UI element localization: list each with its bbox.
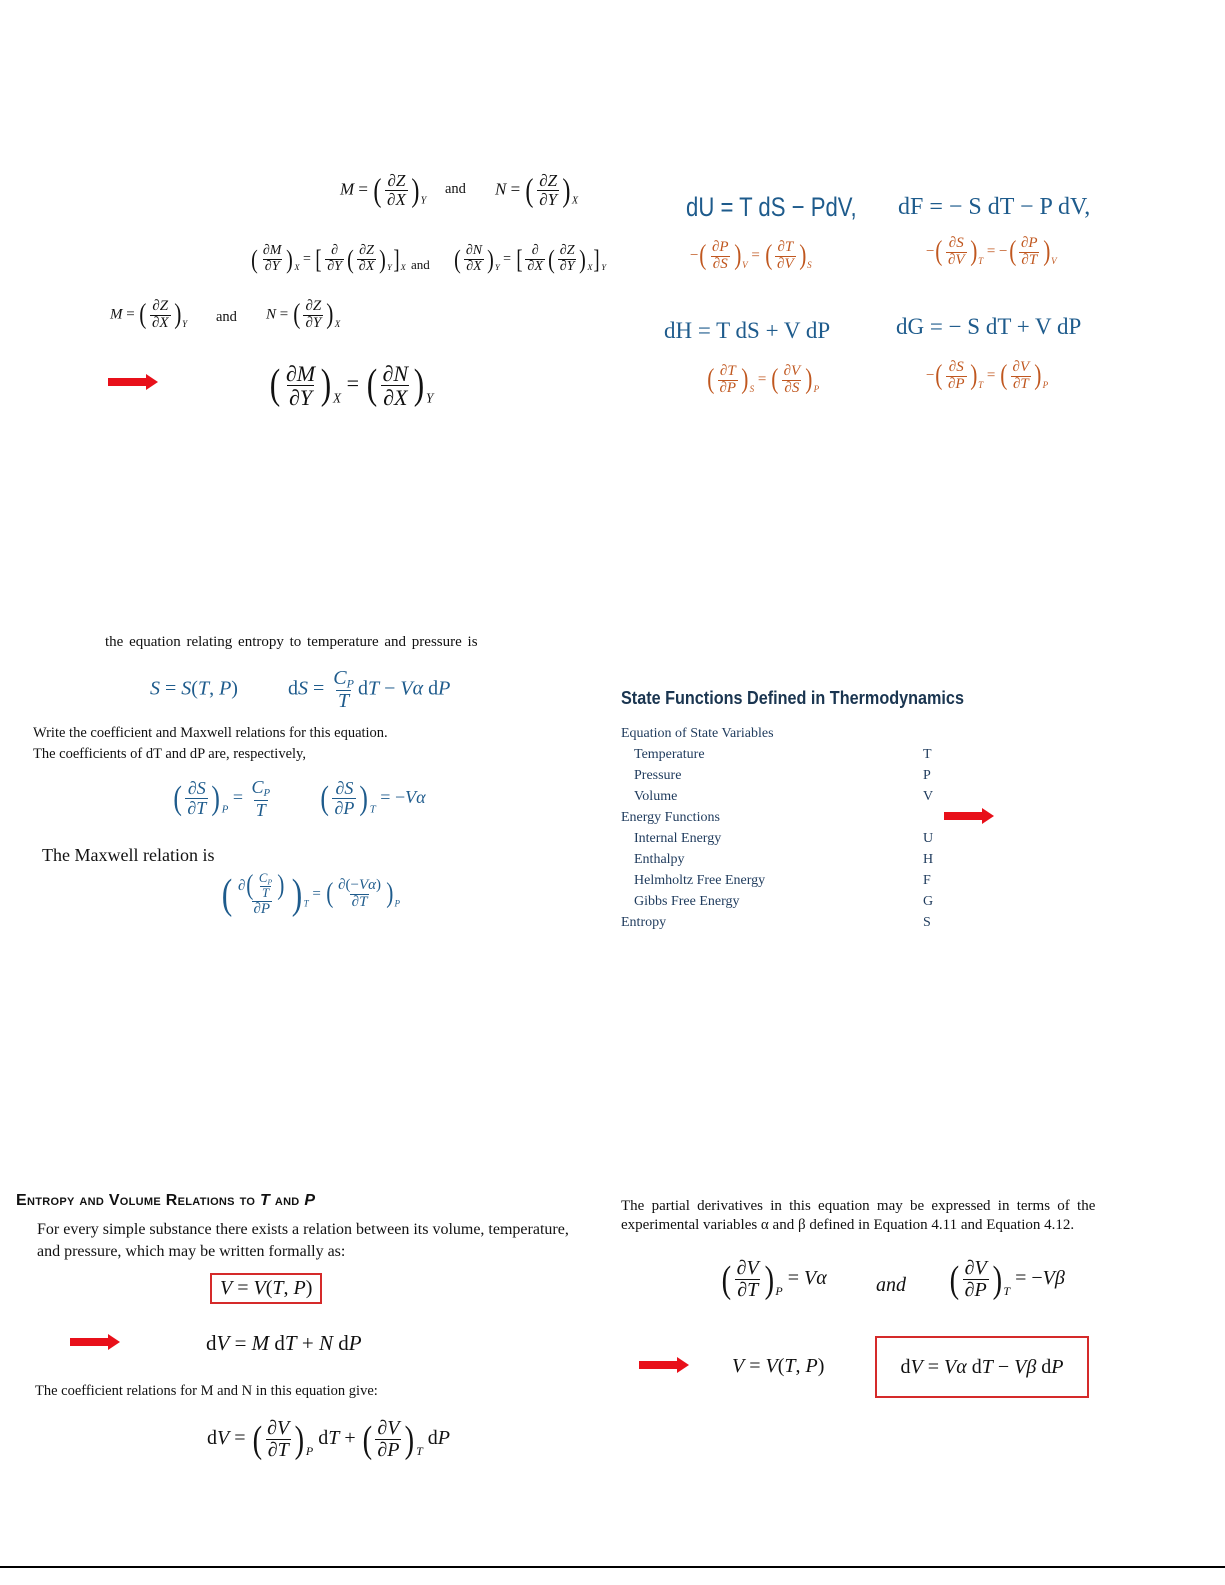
table-row: [621, 768, 941, 789]
table-row: [621, 831, 941, 852]
eq-m-def-top: M = ( $\frac{\partial Z}{\partial X}$ )$_Y$: [340, 171, 427, 209]
page-bottom-rule: [0, 1566, 1225, 1568]
table-title: State Functions Defined in Thermodynamics: [621, 688, 964, 708]
row-label: Enthalpy: [634, 852, 685, 867]
arrow-right-icon: [639, 1357, 689, 1373]
arrow-right-icon: [108, 374, 158, 390]
row-label: Energy Functions: [621, 810, 720, 825]
row-symbol: F: [923, 873, 931, 888]
coef-text: The coefficient relations for M and N in this equation give:: [35, 1383, 378, 1399]
state-functions-table: [621, 726, 941, 936]
row-label: Helmholtz Free Energy: [634, 873, 766, 888]
row-symbol: H: [923, 852, 934, 867]
and-word: and: [445, 181, 466, 197]
row-symbol: S: [923, 915, 931, 930]
eq-dv-partials: dV = ( $\frac{\partial V}{\partial T}$ ) $_P$ dT + ( $\frac{\partial V}{\partial P}$ ) $_T$ dP: [207, 1417, 450, 1461]
row-label: Entropy: [621, 915, 667, 930]
table-row: [621, 894, 941, 915]
row-symbol: G: [923, 894, 934, 909]
eq-maxwell-h: ( $\frac{\partial T}{\partial P}$ )$_S$ = ( $\frac{\partial V}{\partial S}$ )$_P$: [707, 363, 820, 396]
row-symbol: T: [923, 747, 932, 762]
eq-dn-dx: ( $\frac{\partial N}{\partial X}$ )$_Y$ = [ $\frac{\partial}{\partial X}$ ( $\frac{\partial Z}{\partial Y}$ )$_X]_Y$: [454, 243, 606, 274]
table-row: [621, 747, 941, 768]
eq-du: dU = T dS − PdV,: [686, 192, 857, 222]
table-row: [621, 726, 941, 747]
row-label: Volume: [634, 789, 678, 804]
table-row: [621, 852, 941, 873]
eq-m-def: M = ( $\frac{\partial Z}{\partial X}$ )$_Y$: [110, 298, 188, 331]
row-label: Gibbs Free Energy: [634, 894, 740, 909]
eq-beta: ( $\frac{\partial V}{\partial P}$ ) $_T$ = −Vβ: [949, 1257, 1065, 1301]
eq-maxwell-f: −( $\frac{\partial S}{\partial V}$ )$_T$ = −( $\frac{\partial P}{\partial T}$ )$_V$: [926, 235, 1057, 268]
eq-dh: dH = T dS + V dP: [664, 318, 831, 343]
arrow-right-icon: [944, 808, 994, 824]
table-row: [621, 810, 941, 831]
row-label: Temperature: [634, 747, 705, 762]
para-line-2: and pressure, which may be written formally as:: [37, 1243, 346, 1260]
maxwell-text: The Maxwell relation is: [42, 845, 215, 865]
table-row: [621, 789, 941, 810]
eq-coeffs: ( $\frac{\partial S}{\partial T}$ )$_P$ = $\frac{C_P}{T}$ ( $\frac{\partial S}{\partial P}$ )$_T = -V\alpha$: [173, 777, 426, 820]
eq-alpha: ( $\frac{\partial V}{\partial T}$ ) $_P$ = Vα: [721, 1257, 827, 1301]
row-label: Pressure: [634, 768, 682, 783]
row-symbol: V: [923, 789, 934, 804]
eq-maxwell-u: −( $\frac{\partial P}{\partial S}$ )$_V$ = ( $\frac{\partial T}{\partial V}$ )$_S$: [690, 239, 812, 272]
eq-dg: dG = − S dT + V dP: [896, 314, 1082, 339]
eq-maxwell-general: ( $\frac{\partial M}{\partial Y}$ ) $_X$ = ( $\frac{\partial N}{\partial X}$ ) $_Y$: [269, 361, 434, 411]
para-line-2: experimental variables α and β defined in Equation 4.11 and Equation 4.12.: [621, 1217, 1075, 1233]
and-word: and: [216, 309, 237, 325]
and-word: and: [876, 1274, 906, 1296]
eq-n-def-top: N = ( $\frac{\partial Z}{\partial Y}$ )$_X$: [495, 171, 579, 209]
eq-maxwell-g: −( $\frac{\partial S}{\partial P}$ )$_T$ = ( $\frac{\partial V}{\partial T}$ )$_P$: [926, 359, 1049, 392]
section-heading: Entropy and Volume Relations to T and P: [16, 1192, 316, 1209]
coeffs-text: The coefficients of dT and dP are, respectively,: [33, 746, 306, 762]
row-symbol: U: [923, 831, 934, 846]
boxed-eq-v: V = V(T, P): [210, 1273, 322, 1304]
para-line-1: The partial derivatives in this equation may be expressed in terms of the: [621, 1198, 1096, 1214]
arrow-right-icon: [70, 1334, 120, 1350]
row-label: Internal Energy: [634, 831, 722, 846]
table-row: [621, 915, 941, 936]
eq-df: dF = − S dT − P dV,: [898, 194, 1091, 220]
write-text: Write the coefficient and Maxwell relations for this equation.: [33, 725, 388, 741]
boxed-eq-dv-result: d V = V α d T − V β d P: [875, 1336, 1089, 1398]
eq-entropy: S = S(T, P) dS = $\frac{C_P}{T}$ dT − Vα dP: [150, 667, 451, 713]
para-line-1: For every simple substance there exists a relation between its volume, temperature,: [37, 1221, 569, 1238]
table-row: [621, 873, 941, 894]
row-label: Equation of State Variables: [621, 726, 774, 741]
intro-text: the equation relating entropy to temperature and pressure is: [105, 634, 478, 650]
eq-maxwell-entropy: ( ∂( $\frac{C_P}{T}$ ) ∂P ) $_T$ = ( $\frac{\partial(-V\alpha)}{\partial T}$ )$_P$: [221, 870, 401, 918]
eq-dv-mn: dV = M dT + N dP: [206, 1331, 362, 1355]
eq-n-def: N = ( $\frac{\partial Z}{\partial Y}$ )$_X$: [266, 298, 341, 331]
eq-v-func: V = V(T, P): [732, 1355, 825, 1377]
row-symbol: P: [923, 768, 931, 783]
eq-dm-dy: ( $\frac{\partial M}{\partial Y}$ )$_X$ = [ $\frac{\partial}{\partial Y}$ ( $\frac{\partial Z}{\partial X}$ )$_Y]_X$: [251, 243, 406, 274]
and-word: and: [411, 257, 430, 272]
